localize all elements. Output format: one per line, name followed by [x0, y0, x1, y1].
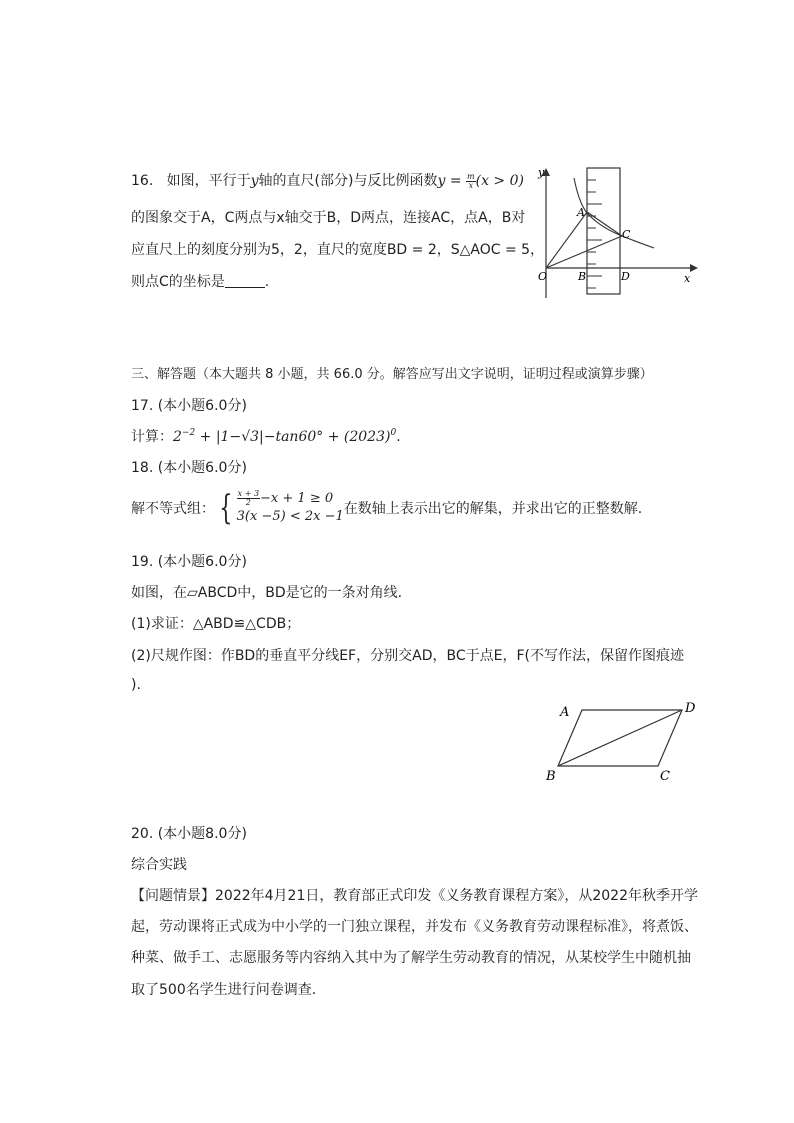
q17-expr-a: 2: [173, 429, 182, 445]
q18-body: [131, 490, 642, 526]
q18-prefix: 解不等式组：: [131, 501, 215, 517]
q16-number: 16.: [131, 173, 154, 189]
q19-line2: (1)求证：△ABD≌△CDB；: [131, 616, 301, 632]
label-c: C: [622, 228, 631, 241]
label-b: B: [546, 769, 556, 784]
figure-16: [530, 160, 700, 300]
label-y: y: [538, 166, 545, 179]
q17-exp-b: 0: [390, 428, 397, 438]
section-3-heading: 三、解答题（本大题共 8 小题，共 66.0 分。解答应写出文字说明，证明过程或演算步骤）: [131, 367, 653, 382]
inequality-system: { $\frac{x + 3}{2}$ −x + 1 ≥ 0 3(x −5) < 2x −1: [219, 488, 344, 528]
q20-paragraph-line4: 取了500名学生进行问卷调查.: [131, 982, 317, 998]
figure-19: [540, 698, 710, 788]
q20-paragraph-line3: 种菜、做手工、志愿服务等内容纳入其中为了解学生劳动教育的情况，从某校学生中随机抽: [131, 950, 691, 966]
label-b: B: [578, 270, 587, 283]
q16-line4-end: .: [264, 274, 270, 290]
segment-ac: [587, 212, 622, 236]
q20-header: 20. (本小题8.0分): [131, 826, 247, 842]
q16-line3: 应直尺上的刻度分别为5，2，直尺的宽度BD = 2，S△AOC = 5，: [131, 242, 545, 258]
q20-title: 综合实践: [131, 857, 187, 873]
q16-y: y: [250, 173, 259, 189]
ruler-ticks: [587, 180, 602, 288]
q17-exp-a: −2: [181, 428, 196, 438]
q16-fx-cond: (x > 0): [475, 173, 524, 189]
label-a: A: [560, 705, 570, 720]
q19-line1: 如图，在▱ABCD中，BD是它的一条对角线.: [131, 585, 403, 601]
q20-paragraph-line1: 【问题情景】2022年4月21日，教育部正式印发《义务教育课程方案》，从2022年秋季开学: [131, 888, 698, 904]
q17-prefix: 计算：: [131, 429, 173, 445]
q17-body: [131, 426, 401, 446]
label-c: C: [660, 769, 670, 784]
q16-mid1: 轴的直尺(部分)与反比例函数: [258, 173, 438, 189]
q19-line3: (2)尺规作图：作BD的垂直平分线EF，分别交AD，BC于点E，F(不写作法，保留作图痕迹: [131, 648, 684, 664]
q17-expr-b: + |1−√3|−tan60° + (2023): [195, 429, 391, 445]
diagonal-bd: [558, 710, 682, 766]
q17-header: 17. (本小题6.0分): [131, 398, 247, 414]
q19-line4: ).: [131, 677, 141, 693]
q16-line1: [131, 170, 524, 190]
label-o: O: [538, 270, 548, 283]
q19-header: 19. (本小题6.0分): [131, 554, 247, 570]
label-d: D: [621, 270, 630, 283]
q16-fx-lhs: y =: [437, 173, 462, 189]
x-axis-arrow: [690, 264, 698, 272]
q17-end: .: [396, 429, 401, 445]
q16-line4: [131, 271, 269, 291]
q16-fraction: $\frac{m}{x}$: [467, 171, 475, 190]
label-d: D: [685, 701, 696, 716]
q16-lead: 如图，平行于: [166, 173, 251, 189]
q18-suffix: 在数轴上表示出它的解集，并求出它的正整数解.: [343, 501, 643, 517]
q16-line4-text: 则点C的坐标是: [131, 274, 225, 290]
q20-paragraph-line2: 起，劳动课将正式成为中小学的一门独立课程，并发布《义务教育劳动课程标准》，将煮饭、: [131, 919, 698, 935]
answer-blank[interactable]: [225, 275, 265, 288]
label-x: x: [684, 272, 691, 285]
label-a: A: [577, 206, 585, 219]
q16-line2: 的图象交于A，C两点与x轴交于B，D两点，连接AC，点A，B对: [131, 210, 526, 226]
q18-header: 18. (本小题6.0分): [131, 460, 247, 476]
